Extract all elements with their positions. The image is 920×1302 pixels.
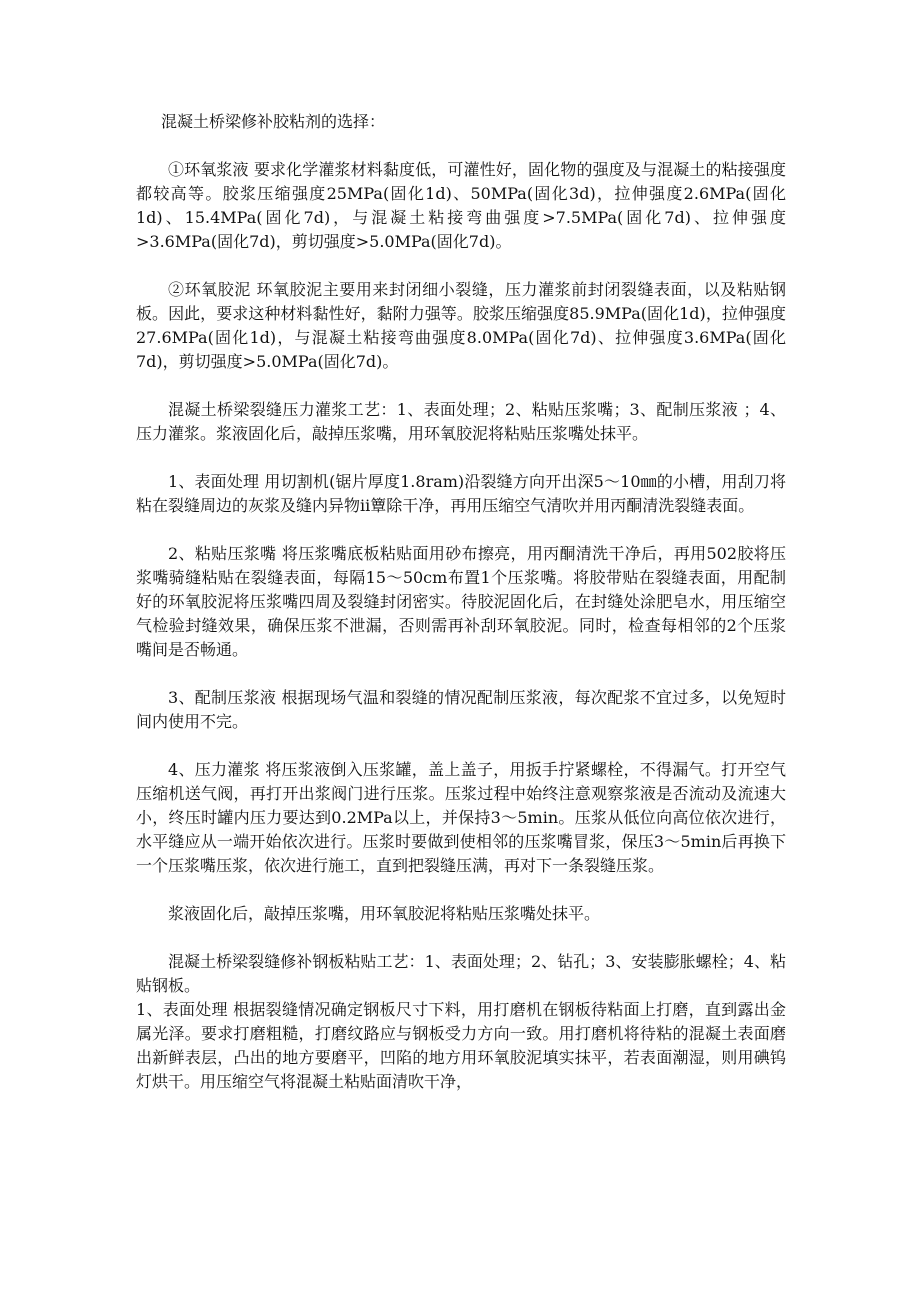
paragraph-pressure-grouting: 4、压力灌浆 将压浆液倒入压浆罐，盖上盖子，用扳手拧紧螺栓，不得漏气。打开空气压缩机送气阀，再打开出浆阀门进行压浆。压浆过程中始终注意观察浆液是否流动及流速大小，终压时罐内压力要达到0.2MPa以上，并保持3～5min。压浆从低位向高位依次进行，水平缝应从一端开始依次进行。压浆时要做到使相邻的压浆嘴冒浆，保压3～5min后再换下一个压浆嘴压浆，依次进行施工，直到把裂缝压满，再对下一条裂缝压浆。 <box>136 760 786 875</box>
paragraph-prepare-grout: 3、配制压浆液 根据现场气温和裂缝的情况配制压浆液，每次配浆不宜过多，以免短时间内使用不完。 <box>136 688 786 731</box>
section-heading-adhesive-selection: 混凝土桥梁修补胶粘剂的选择： <box>161 112 386 131</box>
paragraph-epoxy-grout: ①环氧浆液 要求化学灌浆材料黏度低，可灌性好，固化物的强度及与混凝土的粘接强度都较高等。胶浆压缩强度25MPa(固化1d)、50MPa(固化3d)，拉伸强度2.6MPa(固化1d)、15.4MPa(固化7d)，与混凝土粘接弯曲强度>7.5MPa(固化7d)、拉伸强度>3.6MPa(固化7d)，剪切强度>5.0MPa(固化7d)。 <box>136 160 786 251</box>
paragraph-epoxy-mortar: ②环氧胶泥 环氧胶泥主要用来封闭细小裂缝，压力灌浆前封闭裂缝表面，以及粘贴钢板。因此，要求这种材料黏性好，黏附力强等。胶浆压缩强度85.9MPa(固化1d)，拉伸强度27.6MPa(固化1d)，与混凝土粘接弯曲强度8.0MPa(固化7d)、拉伸强度3.6MPa(固化7d)，剪切强度>5.0MPa(固化7d)。 <box>136 280 786 371</box>
paragraph-steel-plate-process: 混凝土桥梁裂缝修补钢板粘贴工艺：1、表面处理；2、钻孔；3、安装膨胀螺栓；4、粘贴钢板。 <box>136 952 786 995</box>
paragraph-steel-surface-treatment: 1、表面处理 根据裂缝情况确定钢板尺寸下料，用打磨机在钢板待粘面上打磨，直到露出金属光泽。要求打磨粗糙，打磨纹路应与钢板受力方向一致。用打磨机将待粘的混凝土表面磨出新鲜表层，凸出的地方要磨平，凹陷的地方用环氧胶泥填实抹平，若表面潮湿，则用碘钨灯烘干。用压缩空气将混凝土粘贴面清吹干净， <box>136 1000 786 1091</box>
paragraph-attach-nozzles: 2、粘贴压浆嘴 将压浆嘴底板粘贴面用砂布擦亮，用丙酮清洗干净后，再用502胶将压浆嘴骑缝粘贴在裂缝表面，每隔15～50cm布置1个压浆嘴。将胶带贴在裂缝表面，用配制好的环氧胶泥将压浆嘴四周及裂缝封闭密实。待胶泥固化后，在封缝处涂肥皂水，用压缩空气检验封缝效果，确保压浆不泄漏，否则需再补刮环氧胶泥。同时，检查每相邻的2个压浆嘴间是否畅通。 <box>136 544 786 659</box>
document-body <box>136 110 786 1094</box>
paragraph-pressure-grouting-process: 混凝土桥梁裂缝压力灌浆工艺：1、表面处理；2、粘贴压浆嘴；3、配制压浆液 ；4、压力灌浆。浆液固化后，敲掉压浆嘴，用环氧胶泥将粘贴压浆嘴处抹平。 <box>136 400 786 443</box>
paragraph-surface-treatment: 1、表面处理 用切割机(锯片厚度1.8ram)沿裂缝方向开出深5～10㎜的小槽，用刮刀将粘在裂缝周边的灰浆及缝内异物ii簟除干净，再用压缩空气清吹并用丙酮清洗裂缝表面。 <box>136 472 786 515</box>
paragraph-after-curing: 浆液固化后，敲掉压浆嘴，用环氧胶泥将粘贴压浆嘴处抹平。 <box>168 904 601 923</box>
